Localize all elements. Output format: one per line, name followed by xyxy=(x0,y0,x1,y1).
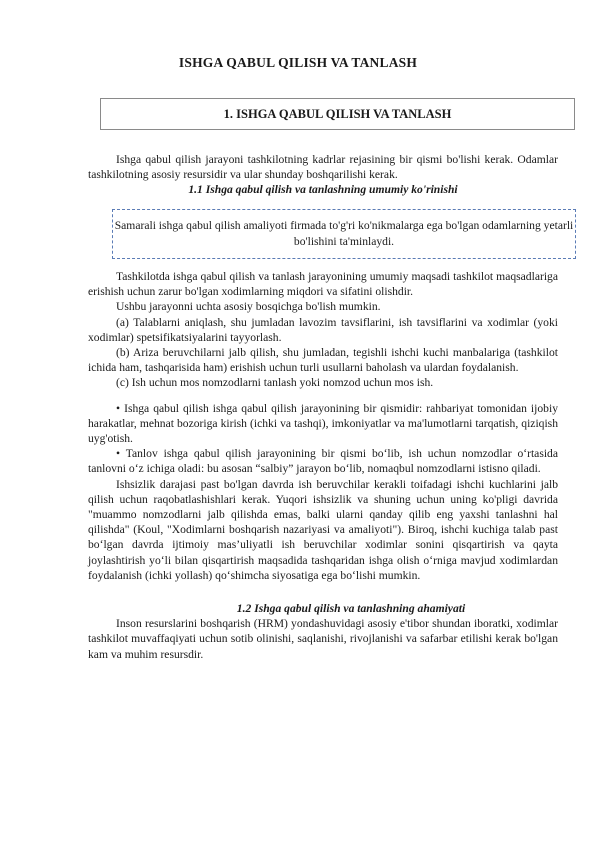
paragraph: (a) Talablarni aniqlash, shu jumladan lavozim tavsiflarini, ish tavsiflarini va xodimlar (yoki xodimlar) spetsifikatsiyalarini tayyorlash. xyxy=(88,315,558,344)
bullet-paragraph: • Ishga qabul qilish ishga qabul qilish jarayonining bir qismidir: rahbariyat tomonidan ijobiy harakatlar, mehnat bozoriga kirish (ichki va tashqi), imkoniyatlar va ma'lumotlarni tarqatish, qiziqish uyg'otish. xyxy=(88,401,558,446)
paragraph: Inson resurslarini boshqarish (HRM) yondashuvidagi asosiy e'tibor shundan iboratki, xodimlar tashkilot muvaffaqiyati uchun sotib olinishi, saqlanishi, rivojlanishi va safarbar etilishi kerak bo'lgan kam va muhim resursdir. xyxy=(88,617,558,661)
section-heading-box: 1. ISHGA QABUL QILISH VA TANLASH xyxy=(100,98,575,130)
document-title: ISHGA QABUL QILISH VA TANLASH xyxy=(178,55,418,70)
intro-block xyxy=(88,152,558,198)
subsection-heading-1: 1.1 Ishga qabul qilish va tanlashning umumiy ko'rinishi xyxy=(188,183,458,197)
paragraph: Tashkilotda ishga qabul qilish va tanlash jarayonining umumiy maqsadi tashkilot maqsadlariga erishish uchun zarur bo'lgan xodimlarning miqdori va sifatini olishdir. xyxy=(88,270,558,299)
body-block xyxy=(88,269,558,662)
paragraph: (b) Ariza beruvchilarni jalb qilish, shu jumladan, tegishli ishchi kuchi manbalariga (tashkilot ichida ham, tashqarisida ham) erishish uchun turli usullarni baholash va ulardan foydalanish. xyxy=(88,346,558,375)
paragraph: Ishsizlik darajasi past bo'lgan davrda ish beruvchilar kerakli toifadagi ishchi kuchlarini jalb qilish uchun raqobatlashishlari kerak. Yuqori ishsizlik va shuning uchun uning ko'pligi davrida "muammo nomzodlarni jalb qilishda emas, balki ularni qanday qilib eng yaxshi tanlashni hal qilishda" (Koul, "Xodimlarni boshqarish nazariyasi va amaliyoti"). Biroq, ishchi kuchiga talab past bo‘lgan davrda ijtimoiy mas’uliyatli ish beruvchilar xodimlar sonini qisqartirish va qayta joylashtirish yo‘li bilan qisqartirish maqsadida tashqaridan ishga olish o‘rniga mavjud xodimlardan foydalanish (ichki yollash) qo‘shimcha siyosatiga ega bo‘lishi mumkin. xyxy=(88,477,558,582)
subsection-heading-2: 1.2 Ishga qabul qilish va tanlashning ahamiyati xyxy=(236,602,466,616)
paragraph: (c) Ish uchun mos nomzodlarni tanlash yoki nomzod uchun mos ish. xyxy=(116,376,434,390)
intro-paragraph: Ishga qabul qilish jarayoni tashkilotning kadrlar rejasining bir qismi bo'lishi kerak. Odamlar tashkilotning asosiy resursidir va ular shunday boshqarilishi kerak. xyxy=(88,153,558,182)
paragraph: Ushbu jarayonni uchta asosiy bosqichga bo'lish mumkin. xyxy=(116,300,381,314)
callout-box: Samarali ishga qabul qilish amaliyoti firmada to'g'ri ko'nikmalarga ega bo'lgan odamlarning yetarli bo'lishini ta'minlaydi. xyxy=(112,209,576,259)
bullet-paragraph: • Tanlov ishga qabul qilish jarayonining bir qismi bo‘lib, ish uchun nomzodlar o‘rtasida tanlovni o‘z ichiga oladi: bu asosan “salbiy” jarayon bo‘lib, nomaqbul nomzodlarni istisno qiladi. xyxy=(88,447,558,476)
